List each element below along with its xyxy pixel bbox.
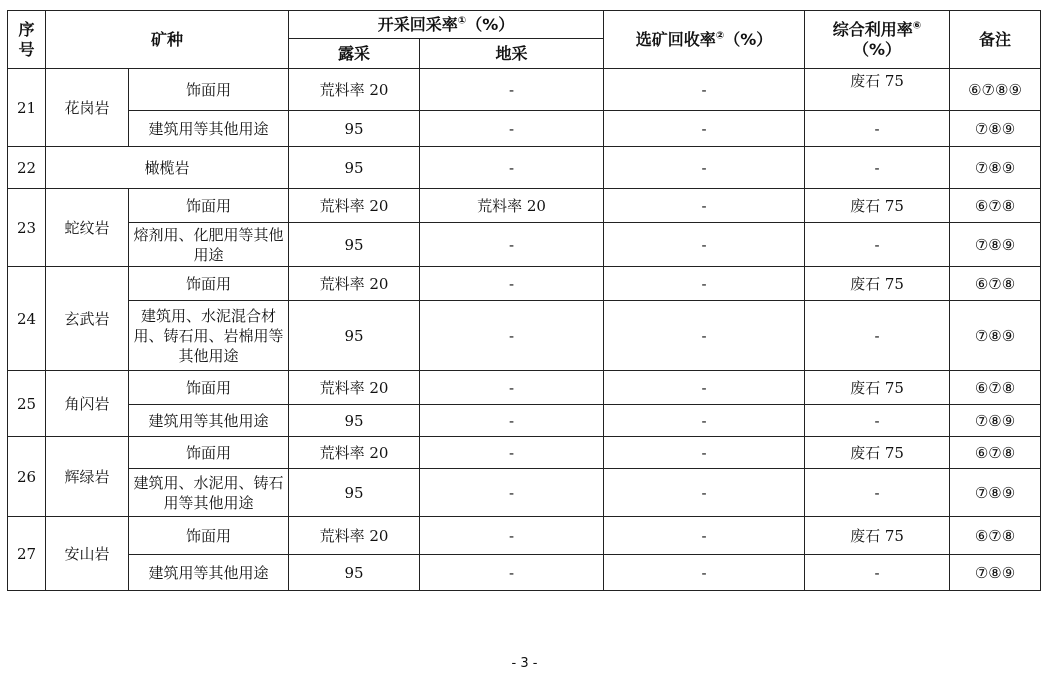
mining-rate-mark: ① [457, 15, 467, 27]
table-row [8, 189, 1041, 223]
remarks-cell: ⑦⑧⑨ [950, 223, 1041, 267]
usage-cell: 饰面用 [129, 69, 289, 111]
comprehensive-rate-label: 综合利用率 [832, 19, 913, 39]
open-pit-cell: 荒料率 20 [289, 189, 420, 223]
mineral-name: 角闪岩 [46, 371, 129, 437]
mineral-table [7, 10, 1041, 591]
comprehensive-rate-mark: ⑥ [912, 20, 922, 32]
table-row [8, 111, 1041, 147]
underground-cell: - [420, 301, 604, 371]
comprehensive-cell: 废石 75 [805, 69, 950, 111]
comprehensive-cell: - [805, 555, 950, 591]
header-mining-rate [289, 11, 604, 39]
remarks-cell: ⑦⑧⑨ [950, 469, 1041, 517]
mineral-name: 安山岩 [46, 517, 129, 591]
row-number: 22 [8, 147, 46, 189]
open-pit-cell: 荒料率 20 [289, 371, 420, 405]
header-underground: 地采 [420, 39, 604, 69]
open-pit-cell: 荒料率 20 [289, 517, 420, 555]
dressing-cell: - [604, 223, 805, 267]
usage-cell: 饰面用 [129, 517, 289, 555]
remarks-cell: ⑦⑧⑨ [950, 147, 1041, 189]
header-open-pit: 露采 [289, 39, 420, 69]
page-number: - 3 - [511, 656, 538, 671]
comprehensive-cell: 废石 75 [805, 437, 950, 469]
row-number: 27 [8, 517, 46, 591]
dressing-rate-unit: （%） [724, 29, 773, 49]
row-number: 23 [8, 189, 46, 267]
comprehensive-cell: 废石 75 [805, 189, 950, 223]
open-pit-cell: 荒料率 20 [289, 69, 420, 111]
header-comprehensive-rate [805, 11, 950, 69]
underground-cell: - [420, 517, 604, 555]
header-mineral: 矿种 [46, 11, 289, 69]
open-pit-cell: 95 [289, 405, 420, 437]
header-remarks: 备注 [950, 11, 1041, 69]
open-pit-cell: 95 [289, 469, 420, 517]
dressing-cell: - [604, 189, 805, 223]
comprehensive-cell: - [805, 405, 950, 437]
usage-cell: 建筑用等其他用途 [129, 405, 289, 437]
dressing-rate-mark: ② [715, 30, 725, 42]
comprehensive-rate-unit: （%） [852, 39, 902, 59]
mining-rate-unit: （%） [466, 14, 515, 34]
open-pit-cell: 95 [289, 147, 420, 189]
remarks-cell: ⑥⑦⑧ [950, 267, 1041, 301]
comprehensive-cell: - [805, 469, 950, 517]
table-row [8, 147, 1041, 189]
table-row [8, 223, 1041, 267]
usage-cell: 建筑用、水泥用、铸石用等其他用途 [129, 469, 289, 517]
header-dressing-rate [604, 11, 805, 69]
underground-cell: - [420, 111, 604, 147]
underground-cell: - [420, 437, 604, 469]
row-number: 26 [8, 437, 46, 517]
table-row [8, 437, 1041, 469]
dressing-cell: - [604, 301, 805, 371]
remarks-cell: ⑥⑦⑧ [950, 189, 1041, 223]
underground-cell: - [420, 267, 604, 301]
mineral-name: 花岗岩 [46, 69, 129, 147]
mineral-name: 蛇纹岩 [46, 189, 129, 267]
mineral-name: 辉绿岩 [46, 437, 129, 517]
underground-cell: - [420, 469, 604, 517]
open-pit-cell: 95 [289, 223, 420, 267]
open-pit-cell: 荒料率 20 [289, 267, 420, 301]
open-pit-cell: 95 [289, 555, 420, 591]
comprehensive-cell: - [805, 301, 950, 371]
open-pit-cell: 95 [289, 301, 420, 371]
underground-cell: - [420, 69, 604, 111]
table-row [8, 267, 1041, 301]
table-row [8, 371, 1041, 405]
header-seq: 序号 [8, 11, 46, 69]
remarks-cell: ⑥⑦⑧ [950, 371, 1041, 405]
open-pit-cell: 95 [289, 111, 420, 147]
usage-cell: 饰面用 [129, 371, 289, 405]
remarks-cell: ⑦⑧⑨ [950, 111, 1041, 147]
table-row [8, 555, 1041, 591]
open-pit-cell: 荒料率 20 [289, 437, 420, 469]
mining-rate-label: 开采回采率 [377, 14, 458, 34]
comprehensive-cell: - [805, 111, 950, 147]
dressing-cell: - [604, 267, 805, 301]
dressing-cell: - [604, 69, 805, 111]
usage-cell: 饰面用 [129, 437, 289, 469]
dressing-cell: - [604, 405, 805, 437]
mineral-name: 玄武岩 [46, 267, 129, 371]
underground-cell: 荒料率 20 [420, 189, 604, 223]
dressing-cell: - [604, 517, 805, 555]
comprehensive-cell: - [805, 223, 950, 267]
table-row [8, 469, 1041, 517]
dressing-rate-label: 选矿回收率 [635, 29, 716, 49]
remarks-cell: ⑦⑧⑨ [950, 405, 1041, 437]
table-row [8, 301, 1041, 371]
underground-cell: - [420, 223, 604, 267]
comprehensive-cell: - [805, 147, 950, 189]
remarks-cell: ⑦⑧⑨ [950, 301, 1041, 371]
usage-cell: 熔剂用、化肥用等其他用途 [129, 223, 289, 267]
dressing-cell: - [604, 111, 805, 147]
usage-cell: 饰面用 [129, 189, 289, 223]
comprehensive-cell: 废石 75 [805, 517, 950, 555]
comprehensive-cell: 废石 75 [805, 267, 950, 301]
dressing-cell: - [604, 437, 805, 469]
usage-cell: 建筑用、水泥混合材用、铸石用、岩棉用等其他用途 [129, 301, 289, 371]
remarks-cell: ⑥⑦⑧ [950, 517, 1041, 555]
usage-cell: 建筑用等其他用途 [129, 111, 289, 147]
row-number: 25 [8, 371, 46, 437]
comprehensive-cell: 废石 75 [805, 371, 950, 405]
underground-cell: - [420, 371, 604, 405]
dressing-cell: - [604, 469, 805, 517]
mineral-name: 橄榄岩 [46, 147, 289, 189]
dressing-cell: - [604, 147, 805, 189]
table-row [8, 405, 1041, 437]
underground-cell: - [420, 405, 604, 437]
table-row [8, 69, 1041, 111]
underground-cell: - [420, 555, 604, 591]
remarks-cell: ⑦⑧⑨ [950, 555, 1041, 591]
table-row [8, 517, 1041, 555]
underground-cell: - [420, 147, 604, 189]
dressing-cell: - [604, 371, 805, 405]
usage-cell: 建筑用等其他用途 [129, 555, 289, 591]
row-number: 21 [8, 69, 46, 147]
usage-cell: 饰面用 [129, 267, 289, 301]
dressing-cell: - [604, 555, 805, 591]
row-number: 24 [8, 267, 46, 371]
remarks-cell: ⑥⑦⑧ [950, 437, 1041, 469]
remarks-cell: ⑥⑦⑧⑨ [950, 69, 1041, 111]
